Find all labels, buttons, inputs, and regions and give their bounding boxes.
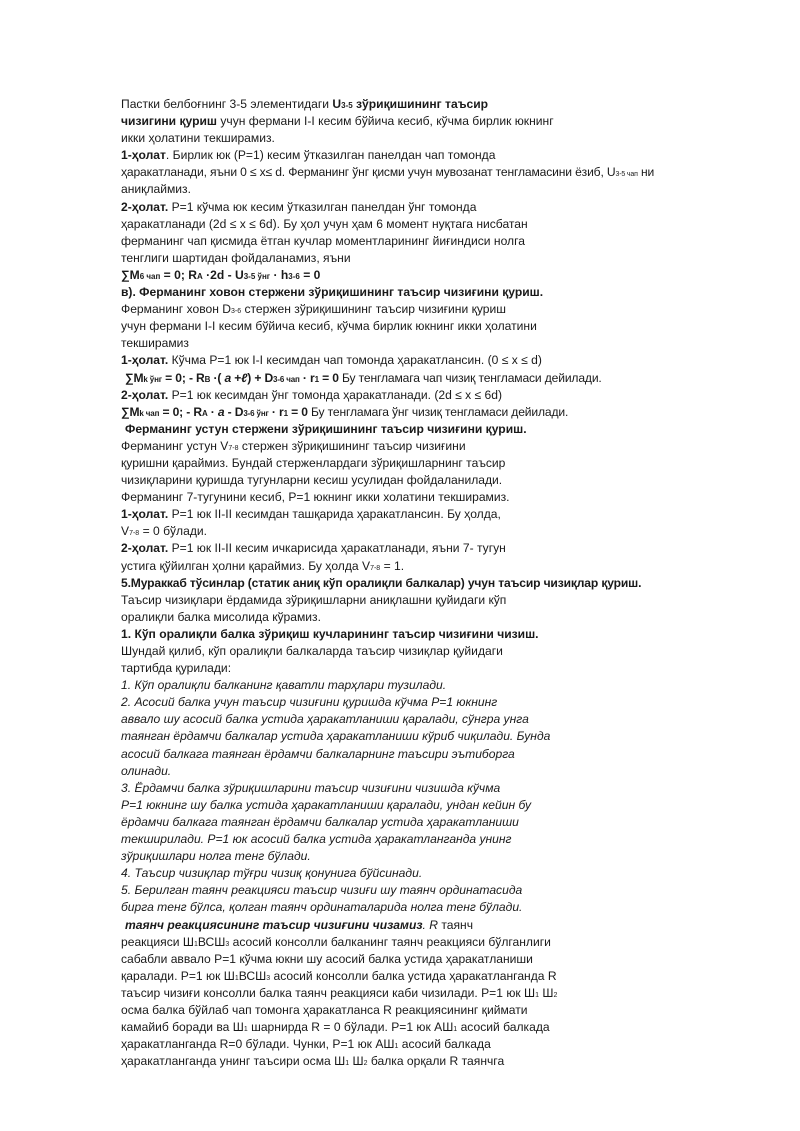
text-line: 1-ҳолат. P=1 юк II-II кесимдан ташқарида ҳаракатлансин. Бу ҳолда,: [121, 507, 501, 522]
text-line: Ферманинг устун V7-8 стержен зўриқишининг таъсир чизиғини: [121, 438, 466, 453]
text-line: чизиқларини қуришда тугунларни кесиш усулидан фойдаланилади.: [121, 473, 503, 488]
text-line: ҳаракатланганда унинг таъсири осма Ш1 Ш2 балка орқали R таянчга: [121, 1054, 505, 1069]
list-item: ёрдамчи балкага таянган ёрдамчи балкалар устида ҳаракатланиши: [121, 814, 519, 829]
text-line: ҳаракатланади (2d ≤ x ≤ 6d). Бу ҳол учун ҳам 6 момент нуқтага нисбатан: [121, 216, 528, 231]
text-line: Пастки белбоғнинг 3-5 элементидаги U3-5 зўриқишининг таъсир: [121, 97, 489, 111]
text-line: Ферманинг 7-тугунини кесиб, P=1 юкнинг икки холатини текширамиз.: [121, 490, 510, 505]
formula-line: ∑M6 чап = 0; RA ·2d - U3-5 ўнг · h3-6 = 0: [121, 267, 321, 282]
text-line: 2-ҳолат. P=1 кўчма юк кесим ўтказилган панелдан ўнг томонда: [121, 199, 477, 214]
list-item: бирга тенг бўлса, қолган таянч ординаталарида нолга тенг бўлади.: [121, 900, 523, 915]
list-item: 2. Асосий балка учун таъсир чизиғини қуришда кўчма P=1 юкнинг: [121, 695, 498, 710]
text-line: икки ҳолатини текширамиз.: [121, 131, 275, 146]
text-line: V7-8 = 0 бўлади.: [121, 524, 208, 539]
list-item: текширилади. P=1 юк асосий балка устида ҳаракатланганда унинг: [121, 832, 512, 847]
list-item: 3. Ёрдамчи балка зўриқишларини таъсир чизиғини чизишда кўчма: [121, 780, 501, 795]
document-body: [121, 96, 721, 1070]
list-item: таянган ёрдамчи балкалар устида ҳаракатланиши кўриб чиқилади. Бунда: [121, 729, 551, 744]
section-heading: Ферманинг устун стержени зўриқишининг таъсир чизиғини қуриш.: [125, 421, 527, 436]
text-line: осма балка бўйлаб чап томонга ҳаракатланса R реакциясининг қиймати: [121, 1002, 528, 1017]
text-line: камайиб боради ва Ш1 шарнирда R = 0 бўлади. P=1 юк АШ1 асосий балкада: [121, 1020, 550, 1035]
list-item: аввало шу асосий балка устида ҳаракатланиши қаралади, сўнгра унга: [121, 712, 529, 727]
text-line: сабабли аввало P=1 кўчма юкни шу асосий балка устида ҳаракатланиши: [121, 951, 533, 966]
text-line: тартибда қурилади:: [121, 661, 232, 676]
text-line: 1-ҳолат. Кўчма P=1 юк I-I кесимдан чап томонда ҳаракатлансин. (0 ≤ x ≤ d): [121, 353, 542, 368]
text-line: таянч реакциясининг таъсир чизиғини чизамиз. R таянч: [125, 917, 474, 932]
text-line: учун фермани I-I кесим бўйича кесиб, кўчма бирлик юкнинг икки ҳолатини: [121, 319, 537, 334]
text-line: Ферманинг ховон D3-6 стержен зўриқишининг таъсир чизиғини қуриш: [121, 302, 506, 317]
text-line: ҳаракатланганда R=0 бўлади. Чунки, P=1 юк АШ1 асосий балкада: [121, 1037, 491, 1052]
text-line: 2-ҳолат. P=1 юк кесимдан ўнг томонда ҳаракатланади. (2d ≤ x ≤ 6d): [121, 387, 503, 402]
text-line: оралиқли балка мисолида кўрамиз.: [121, 609, 321, 624]
list-item: зўриқишлари нолга тенг бўлади.: [121, 849, 311, 864]
text-line: 1-ҳолат. Бирлик юк (P=1) кесим ўтказилган панелдан чап томонда: [121, 148, 496, 163]
text-line: чизигини қуриш учун фермани I-I кесим бўйича кесиб, кўчма бирлик юкнинг: [121, 114, 554, 129]
list-item: 4. Таъсир чизиқлар тўғри чизиқ қонунига бўйсинади.: [121, 866, 423, 881]
section-heading: 1. Кўп оралиқли балка зўриқиш кучларининг таъсир чизиғини чизиш.: [121, 626, 539, 641]
text-line: текширамиз: [121, 336, 189, 351]
formula-line: ∑Mk чап = 0; - RA · a - D3-6 ўнг · r1 = 0 Бу тенгламага ўнг чизиқ тенгламаси дейилади.: [121, 404, 569, 419]
section-heading: 5.Мураккаб тўсинлар (статик аниқ кўп оралиқли балкалар) учун таъсир чизиқлар қуриш.: [121, 575, 642, 590]
text-line: ҳаракатланади, яъни 0 ≤ x≤ d. Ферманинг ўнг қисми учун мувозанат тенгламасини ёзиб, U3-5 чап ни: [121, 165, 655, 180]
text-line: Шундай қилиб, кўп оралиқли балкаларда таъсир чизиқлар қуйидаги: [121, 644, 503, 658]
text-line: Таъсир чизиқлари ёрдамида зўриқишларни аниқлашни қуйидаги кўп: [121, 592, 507, 607]
list-item: P=1 юкнинг шу балка устида ҳаракатланиши қаралади, ундан кейин бу: [121, 797, 532, 812]
text-line: 2-ҳолат. P=1 юк II-II кесим ичкарисида ҳаракатланади, яъни 7- тугун: [121, 541, 506, 556]
list-item: 5. Берилган таянч реакцияси таъсир чизиғи шу таянч ординатасида: [121, 883, 523, 898]
text-line: қаралади. P=1 юк Ш1ВСШ3 асосий консолли балка устида ҳаракатланганда R: [121, 968, 557, 983]
text-line: аниқлаймиз.: [121, 182, 191, 197]
text-line: таъсир чизиғи консолли балка таянч реакцияси каби чизилади. P=1 юк Ш1 Ш2: [121, 985, 558, 1000]
formula-line: ∑Mk ўнг = 0; - RB ·( a +ℓ) + D3-6 чап · r1 = 0 Бу тенгламага чап чизиқ тенгламаси дейилади.: [125, 370, 602, 385]
list-item: олинади.: [121, 763, 172, 778]
text-line: ферманинг чап қисмида ётган кучлар моментларининг йиғиндиси нолга: [121, 233, 525, 248]
list-item: 1. Кўп оралиқли балканинг қаватли тарҳлари тузилади.: [121, 678, 447, 693]
section-heading: в). Ферманинг ховон стержени зўриқишининг таъсир чизиғини қуриш.: [121, 285, 544, 300]
text-line: устига қўйилган ҳолни қараймиз. Бу ҳолда V7-8 = 1.: [121, 558, 405, 573]
text-line: қуришни қараймиз. Бундай стерженлардаги зўриқишларнинг таъсир: [121, 455, 506, 470]
text-line: реакцияси Ш1ВСШ3 асосий консолли балканинг таянч реакцияси бўлганлиги: [121, 934, 551, 949]
text-line: тенглиги шартидан фойдаланамиз, яъни: [121, 250, 351, 265]
list-item: асосий балкага таянган ёрдамчи балкаларнинг таъсири эътиборга: [121, 746, 515, 761]
